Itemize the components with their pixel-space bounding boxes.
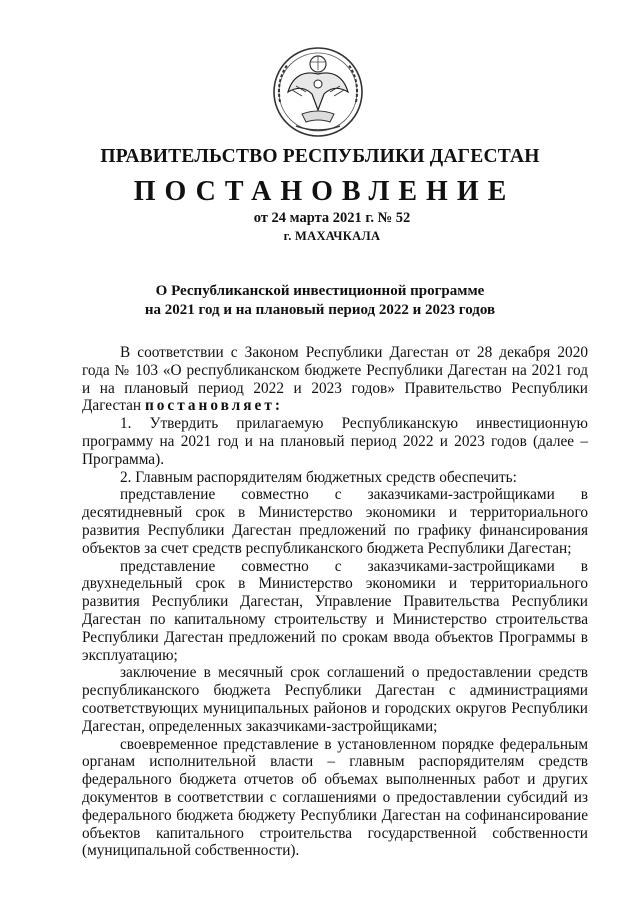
document-title	[0, 282, 640, 320]
sub-paragraph-4: своевременное представление в установленном порядке федеральным органам исполнительной власти – главным распорядителям средств федерального бюджета отчетов об объемах выполненных работ и других документов в соответствии с соглашениями о предоставлении субсидий из федерального бюджета бюджету Республики Дагестан на софинансирование объектов капитального строительства государственной собственности (муниципальной собственности).	[82, 735, 588, 860]
resolves-word: постановляет:	[144, 397, 283, 415]
city: г. МАХАЧКАЛА	[283, 229, 381, 243]
coat-of-arms-emblem	[262, 40, 374, 140]
title-line-2: на 2021 год и на плановый период 2022 и 2023 годов	[144, 302, 496, 318]
document-body	[82, 344, 588, 860]
sub-paragraph-3: заключение в месячный срок соглашений о предоставлении средств республиканского бюджета Республики Дагестан с администрациями соответствующих муниципальных районов и городских округов Республики Дагестан, определенных заказчиками-застройщиками;	[82, 664, 588, 735]
intro-text: В соответствии с Законом Республики Дагестан от 28 декабря 2020 года № 103 «О республиканском бюджете Республики Дагестан на 2021 год и на плановый период 2022 и 2023 годов» Правительство Республики Дагестан	[82, 344, 588, 415]
item-2: 2. Главным распорядителям бюджетных средств обеспечить:	[120, 468, 517, 486]
sub-paragraph-1: представление совместно с заказчиками-застройщиками в десятидневный срок в Министерство экономики и территориального развития Республики Дагестан предложений по графику финансирования объектов за счет средств республиканского бюджета Республики Дагестан;	[82, 486, 588, 557]
item-1: 1. Утвердить прилагаемую Республиканскую инвестиционную программу на 2021 год и на плановый период 2022 и 2023 годов (далее – Программа).	[82, 415, 588, 468]
sub-paragraph-2: представление совместно с заказчиками-застройщиками в двухнедельный срок в Министерство экономики и территориального развития Республики Дагестан, Управление Правительства Республики Дагестан по капитальному строительству и Министерство строительства Республики Дагестан предложений по срокам ввода объектов Программы в эксплуатацию;	[82, 557, 588, 664]
title-line-1: О Республиканской инвестиционной программе	[155, 283, 485, 299]
document-type: ПОСТАНОВЛЕНИЕ	[133, 176, 516, 207]
date-number: от 24 марта 2021 г. № 52	[253, 210, 411, 226]
government-name: ПРАВИТЕЛЬСТВО РЕСПУБЛИКИ ДАГЕСТАН	[100, 146, 540, 167]
intro-paragraph	[82, 344, 588, 415]
